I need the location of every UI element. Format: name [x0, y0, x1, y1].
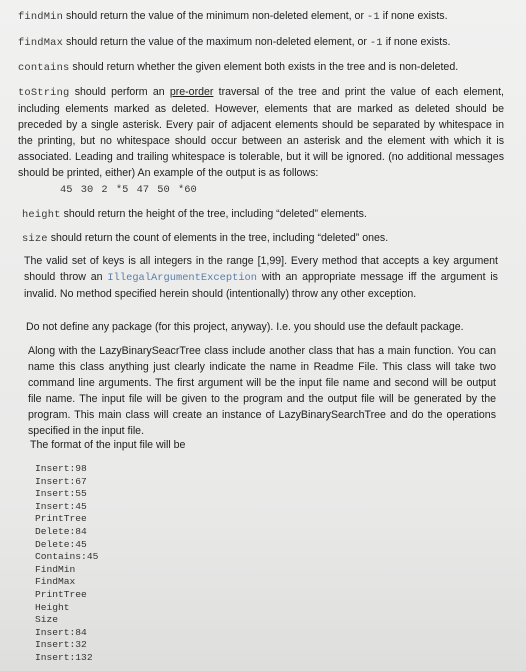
tostring-code: toString — [18, 87, 70, 99]
findmin-code: findMin — [18, 11, 64, 23]
keys-pre: The valid set of keys is all integers in the range [1,99]. Every method that accepts a key argument should throw an — [24, 255, 498, 283]
input-line: Insert:84 — [35, 626, 87, 638]
format-heading-text: The format of the input file will be — [30, 439, 186, 451]
input-line: Size — [35, 614, 59, 626]
keys-post: with an appropriate message iff the argument is invalid. No method specified herein should (intentionally) throw any other exception. — [24, 271, 498, 300]
input-line: Insert:67 — [35, 475, 87, 487]
format-heading — [30, 437, 490, 453]
input-line: Contains:45 — [35, 551, 99, 563]
example-output: 45 30 2 *5 47 50 *60 — [60, 184, 197, 196]
input-line: Insert:32 — [35, 639, 87, 651]
exception-link[interactable]: IllegalArgumentException — [107, 272, 258, 284]
contains-paragraph — [18, 59, 518, 76]
input-line: Insert:132 — [35, 651, 93, 663]
input-file-listing — [35, 463, 98, 665]
findmax-text: should return the value of the maximum non-deleted element, or — [63, 36, 370, 48]
input-line: Insert:98 — [35, 463, 87, 474]
height-paragraph — [22, 206, 502, 223]
findmax-tail: if none exists. — [382, 36, 451, 48]
findmax-neg: -1 — [369, 37, 383, 49]
input-line: Height — [35, 601, 70, 613]
preorder-link[interactable]: pre-order — [169, 86, 214, 98]
input-line: Delete:84 — [35, 525, 87, 537]
input-line: Delete:45 — [35, 538, 87, 550]
height-code: height — [22, 209, 61, 221]
input-line: Insert:45 — [35, 500, 87, 512]
findmin-paragraph — [18, 8, 518, 25]
tostring-paragraph — [18, 84, 504, 181]
size-text: should return the count of elements in the tree, including “deleted” ones. — [47, 232, 389, 244]
input-line: FindMin — [35, 563, 76, 575]
main-class-paragraph — [28, 343, 496, 439]
input-line: FindMax — [35, 576, 76, 588]
contains-code: contains — [18, 62, 70, 74]
input-line: Insert:55 — [35, 488, 87, 500]
package-paragraph — [26, 319, 500, 335]
size-code: size — [22, 233, 48, 245]
findmin-text: should return the value of the minimum non-deleted element, or — [63, 10, 367, 22]
input-line: PrintTree — [35, 588, 87, 600]
findmax-paragraph — [18, 34, 518, 51]
tostring-pre: should perform an — [69, 86, 170, 98]
contains-text: should return whether the given element both exists in the tree and is non-deleted. — [69, 61, 459, 73]
findmax-code: findMax — [18, 37, 64, 49]
findmin-neg: -1 — [366, 11, 380, 23]
package-text: Do not define any package (for this project, anyway). I.e. you should use the default package. — [26, 321, 464, 333]
height-text: should return the height of the tree, including “deleted” elements. — [60, 208, 367, 220]
tostring-post: traversal of the tree and print the value of each element, including elements marked as deleted. However, elements that are marked as deleted should be preceded by a single asterisk. Every pair of adjacent elements should be separated by whitespace in the printing, but no whitespace should occur between an asterisk and the element with which it is associated. Leading and trailing whitespace is tolerable, but it will be ignored. (no additional messages should be printed, either) An example of the output is as follows: — [18, 86, 504, 179]
keys-paragraph — [24, 253, 498, 302]
findmin-tail: if none exists. — [379, 10, 448, 22]
input-line: PrintTree — [35, 513, 87, 525]
size-paragraph — [22, 230, 502, 247]
main-class-text: Along with the LazyBinarySeacrTree class include another class that has a main function. You can name this class anything just clearly indicate the name in Readme File. This class will take two command line arguments. The first argument will be the input file name and second will be output file name. The input file will be given to the program and the output file will be generated by the program. This main class will create an instance of LazyBinarySearchTree and do the operations specified in the input file. — [28, 345, 496, 437]
